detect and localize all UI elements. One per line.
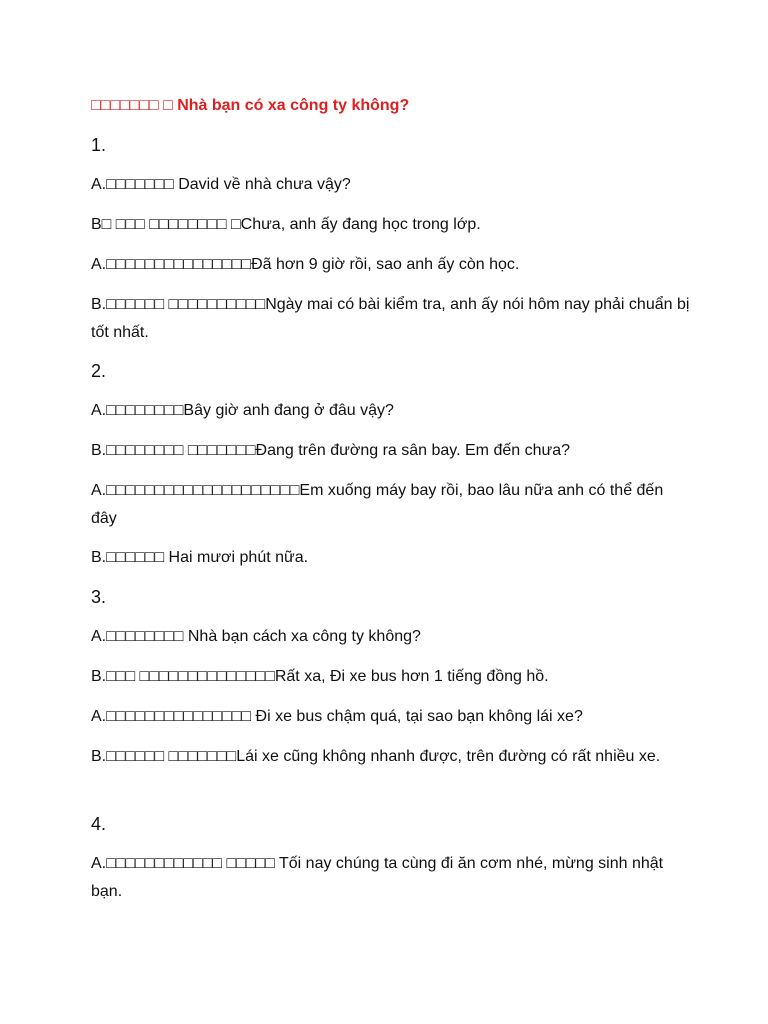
dialogue-line: B□ □□□ □□□□□□□□ □Chưa, anh ấy đang học trong lớp. (91, 216, 481, 233)
dialogue-line: A.□□□□□□□□□□□□□□□ Đi xe bus chậm quá, tại sao bạn không lái xe? (91, 708, 583, 725)
dialogue-line: B.□□□□□□□□ □□□□□□□Đang trên đường ra sân bay. Em đến chưa? (91, 442, 570, 459)
dialogue-line: A.□□□□□□□□□□□□ □□□□□ Tối nay chúng ta cùng đi ăn cơm nhé, mừng sinh nhật bạn. (91, 855, 664, 900)
section-number: 2. (91, 361, 107, 381)
section-number: 4. (91, 814, 107, 834)
dialogue-line: A.□□□□□□□ David về nhà chưa vậy? (91, 176, 351, 193)
dialogue-line: A.□□□□□□□□Bây giờ anh đang ở đâu vậy? (91, 402, 394, 419)
dialogue-line: B.□□□□□□ Hai mươi phút nữa. (91, 549, 309, 566)
dialogue-title: □□□□□□□ □ Nhà bạn có xa công ty không? (91, 97, 410, 114)
dialogue-line: B.□□□□□□ □□□□□□□Lái xe cũng không nhanh được, trên đường có rất nhiều xe. (91, 748, 661, 765)
dialogue-line: A.□□□□□□□□ Nhà bạn cách xa công ty không? (91, 628, 421, 645)
dialogue-line: B.□□□ □□□□□□□□□□□□□□Rất xa, Đi xe bus hơn 1 tiếng đồng hồ. (91, 668, 549, 685)
dialogue-line: B.□□□□□□ □□□□□□□□□□Ngày mai có bài kiểm tra, anh ấy nói hôm nay phải chuẩn bị tốt nhất. (91, 296, 690, 341)
dialogue-line: A.□□□□□□□□□□□□□□□□□□□□Em xuống máy bay rồi, bao lâu nữa anh có thể đến đây (91, 482, 664, 527)
section-number: 3. (91, 587, 107, 607)
section-number: 1. (91, 135, 107, 155)
dialogue-line: A.□□□□□□□□□□□□□□□Đã hơn 9 giờ rồi, sao anh ấy còn học. (91, 256, 520, 273)
